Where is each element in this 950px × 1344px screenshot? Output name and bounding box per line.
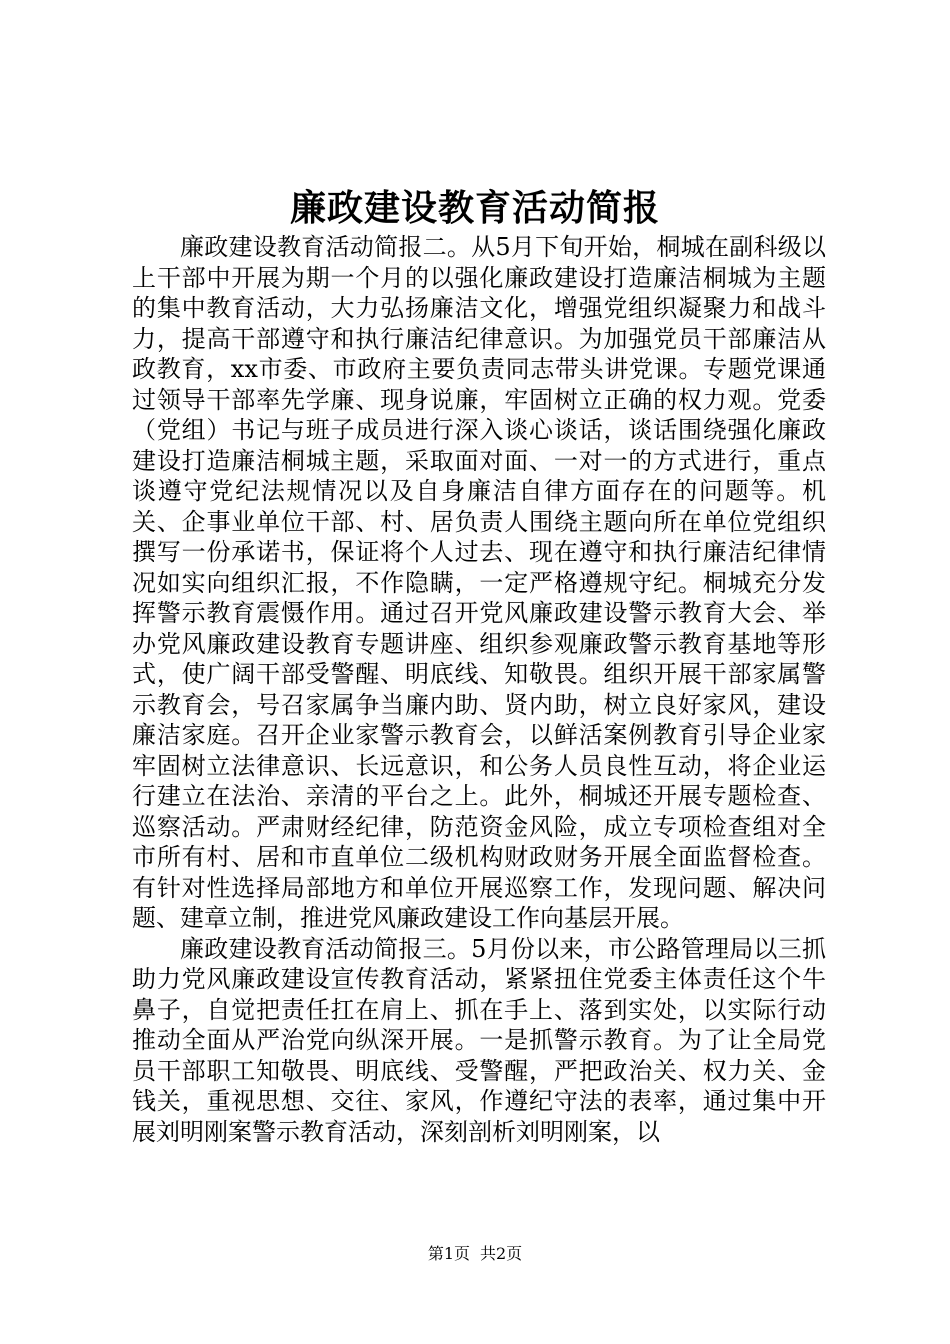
page-total: 共2页 (480, 1244, 523, 1263)
page-number: 第1页 (427, 1244, 470, 1263)
paragraph-1: 廉政建设教育活动简报二。从5月下旬开始，桐城在副科级以上干部中开展为期一个月的以强化廉政建设打造廉洁桐城为主题的集中教育活动，大力弘扬廉洁文化，增强党组织凝聚力和战斗力，提高干部遵守和执行廉洁纪律意识。为加强党员干部廉洁从政教育，xx市委、市政府主要负责同志带头讲党课。专题党课通过领导干部率先学廉、现身说廉，牢固树立正确的权力观。党委（党组）书记与班子成员进行深入谈心谈话，谈话围绕强化廉政建设打造廉洁桐城主题，采取面对面、一对一的方式进行，重点谈遵守党纪法规情况以及自身廉洁自律方面存在的问题等。机关、企事业单位干部、村、居负责人围绕主题向所在单位党组织撰写一份承诺书，保证将个人过去、现在遵守和执行廉洁纪律情况如实向组织汇报，不作隐瞒，一定严格遵规守纪。桐城充分发挥警示教育震慑作用。通过召开党风廉政建设警示教育大会、举办党风廉政建设教育专题讲座、组织参观廉政警示教育基地等形式，使广阔干部受警醒、明底线、知敬畏。组织开展干部家属警示教育会，号召家属争当廉内助、贤内助，树立良好家风，建设廉洁家庭。召开企业家警示教育会，以鲜活案例教育引导企业家牢固树立法律意识、长远意识，和公务人员良性互动，将企业运行建立在法治、亲清的平台之上。此外，桐城还开展专题检查、巡察活动。严肃财经纪律，防范资金风险，成立专项检查组对全市所有村、居和市直单位二级机构财政财务开展全面监督检查。有针对性选择局部地方和单位开展巡察工作，发现问题、解决问题、建章立制，推进党风廉政建设工作向基层开展。 (132, 233, 826, 932)
document-title: 廉政建设教育活动简报 (289, 187, 660, 229)
page-footer (0, 1244, 950, 1264)
document-body (132, 232, 826, 1147)
paragraph-2: 廉政建设教育活动简报三。5月份以来，市公路管理局以三抓助力党风廉政建设宣传教育活动，紧紧扭住党委主体责任这个牛鼻子，自觉把责任扛在肩上、抓在手上、落到实处，以实际行动推动全面从严治党向纵深开展。一是抓警示教育。为了让全局党员干部职工知敬畏、明底线、受警醒，严把政治关、权力关、金钱关，重视思想、交往、家风，作遵纪守法的表率，通过集中开展刘明刚案警示教育活动，深刻剖析刘明刚案，以 (132, 934, 826, 1146)
